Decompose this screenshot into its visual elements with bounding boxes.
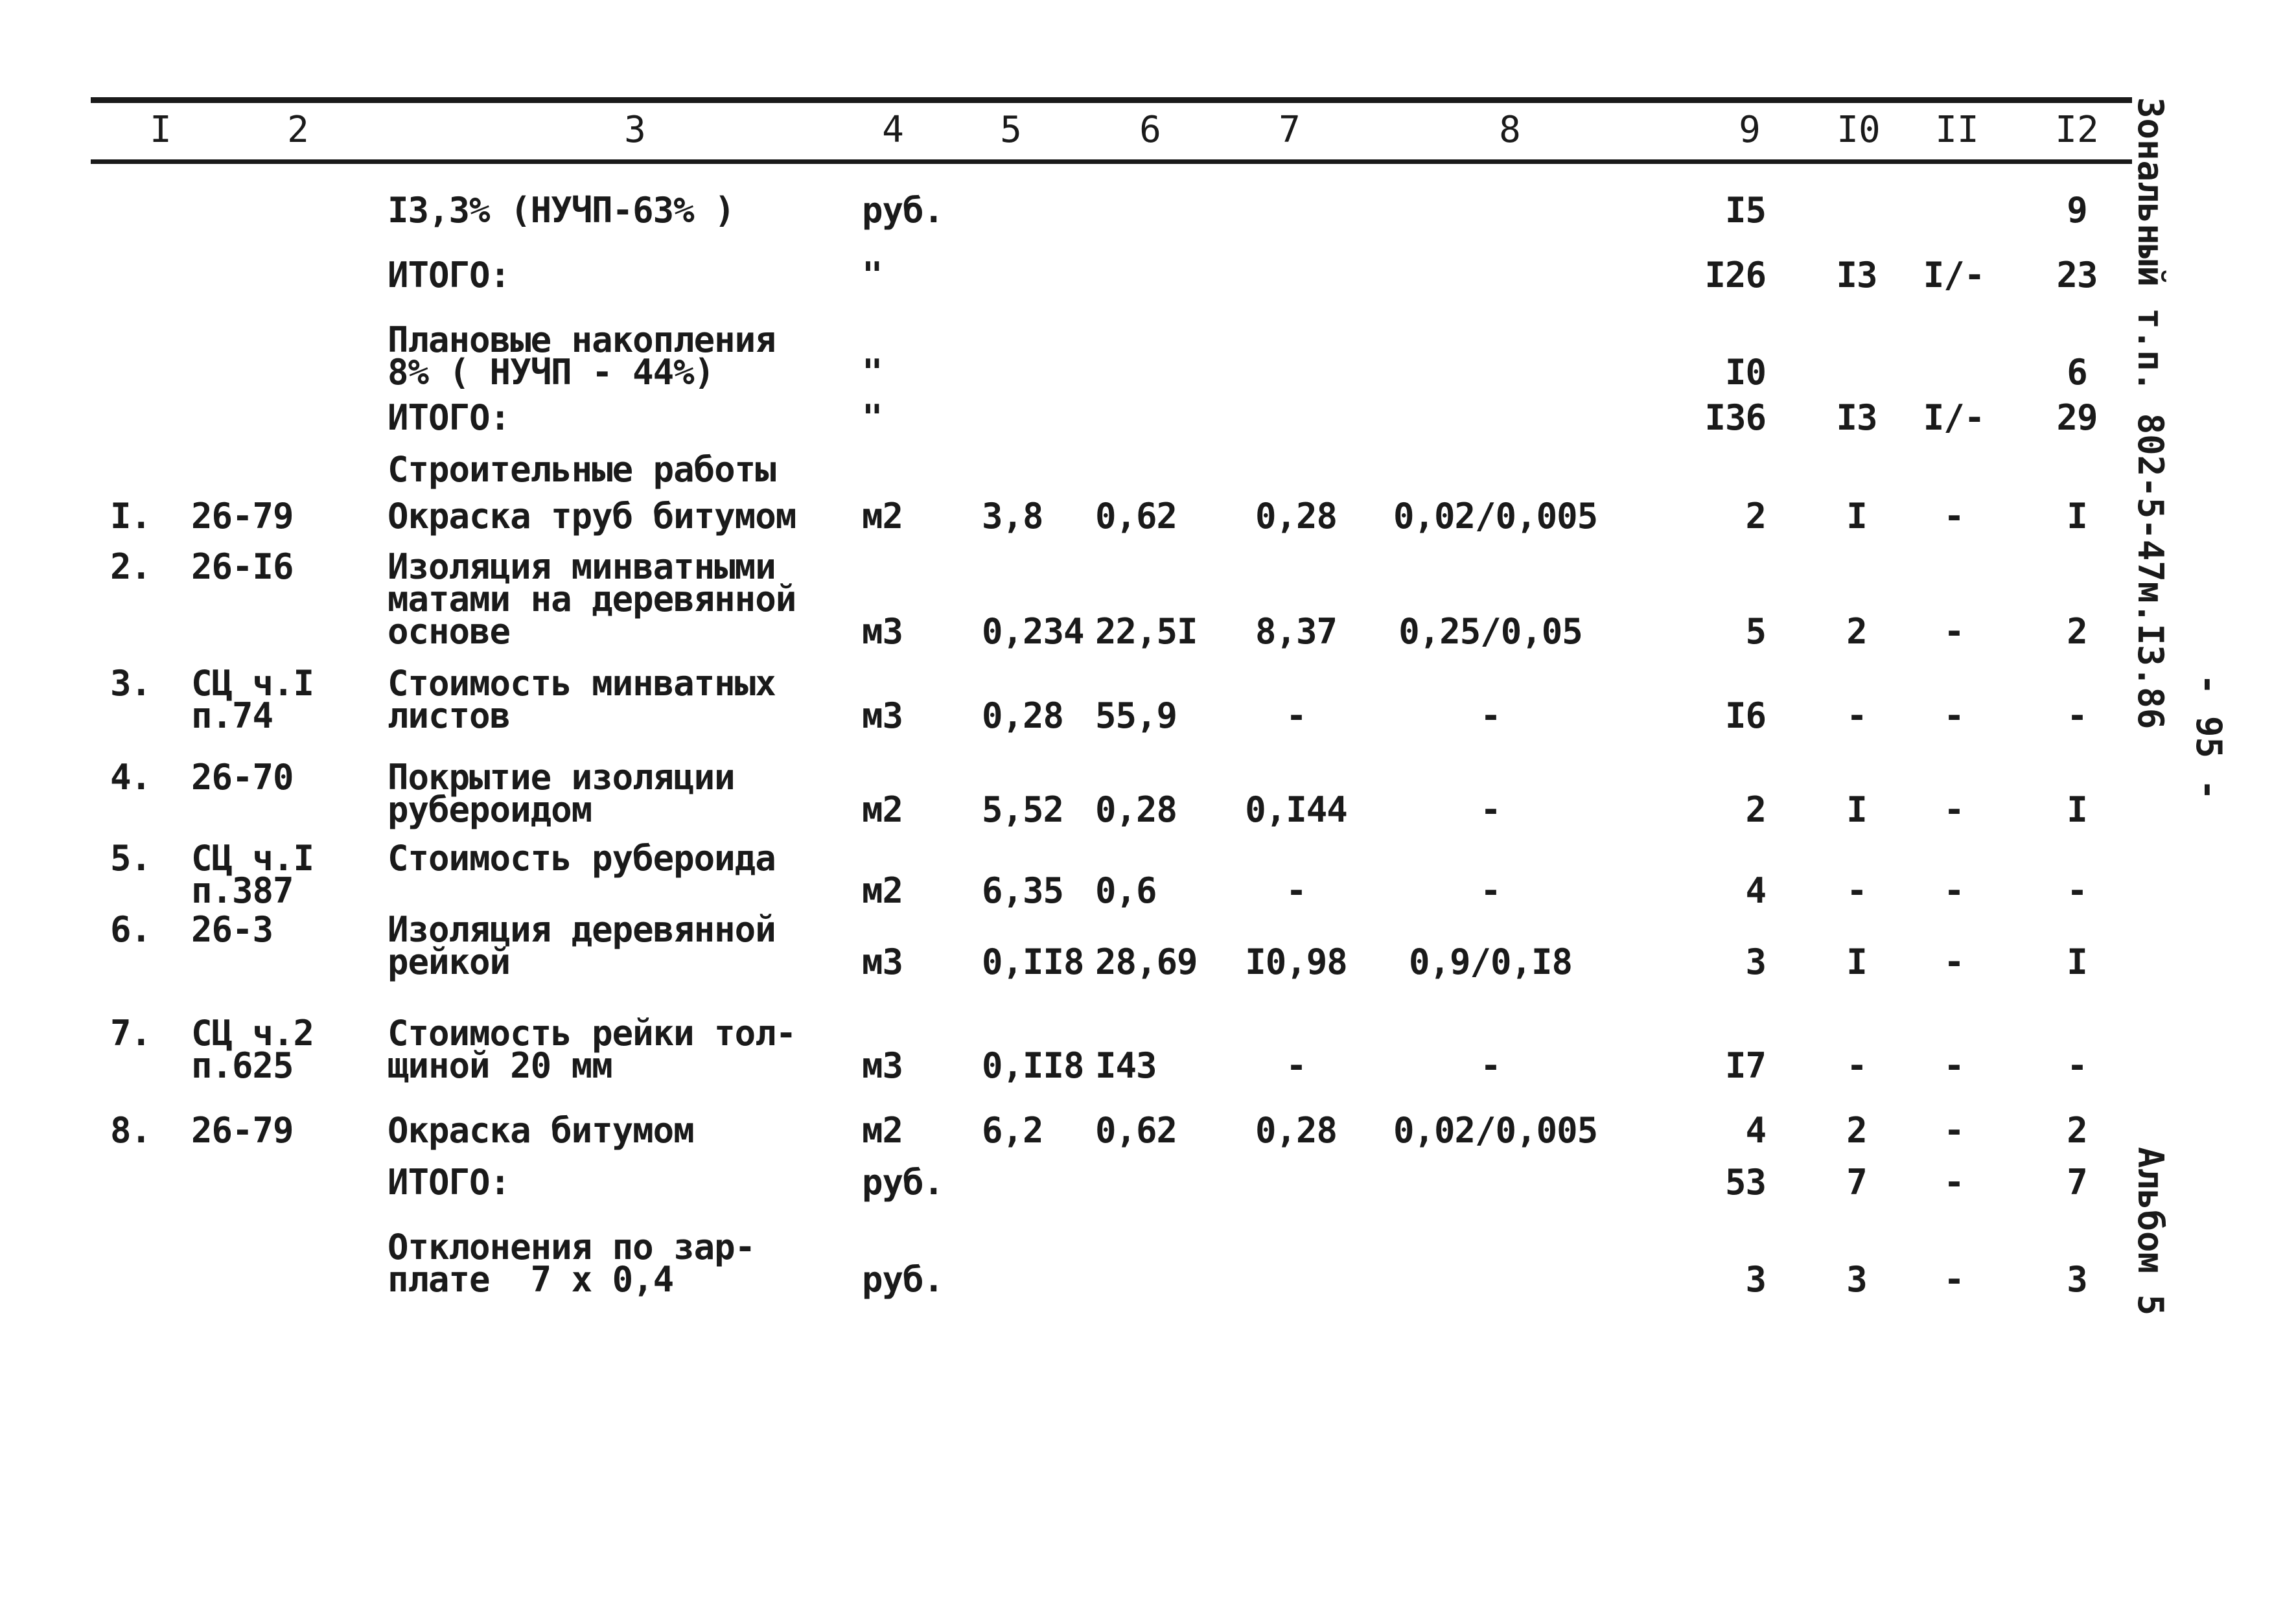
cell-c9: 3 xyxy=(1745,942,1766,982)
cell-c8: 0,25/0,05 xyxy=(1398,611,1583,652)
cell-c12: 2 xyxy=(2067,1110,2087,1151)
header-col-12: I2 xyxy=(2055,109,2099,151)
cell-c1: 7. xyxy=(110,1013,152,1054)
header-col-7: 7 xyxy=(1279,109,1301,151)
cell-c9: 53 xyxy=(1724,1162,1766,1203)
cell-c2: СЦ ч.I п.387 xyxy=(191,838,314,911)
cell-c7: 8,37 xyxy=(1255,611,1338,652)
cell-c12: 2 xyxy=(2067,611,2087,652)
cell-c3: Покрытие изоляции рубероидом xyxy=(388,757,735,830)
cell-c5: 0,234 xyxy=(982,611,1084,652)
cell-c10: 3 xyxy=(1846,1259,1867,1300)
cell-c7: 0,I44 xyxy=(1245,789,1347,830)
cell-c6: 0,6 xyxy=(1095,870,1157,911)
cell-c9: I5 xyxy=(1724,190,1766,231)
cell-c4: м2 xyxy=(862,870,903,911)
cell-c8: 0,02/0,005 xyxy=(1393,496,1598,537)
cell-c12: I xyxy=(2067,789,2087,830)
top-rule xyxy=(91,97,2132,103)
cell-c4: " xyxy=(862,352,883,393)
cell-c12: 7 xyxy=(2067,1162,2087,1203)
cell-c2: 26-79 xyxy=(191,1110,294,1151)
cell-c9: 3 xyxy=(1745,1259,1766,1300)
cell-c4: руб. xyxy=(862,1259,944,1300)
cell-c5: 0,II8 xyxy=(982,1045,1084,1086)
cell-c11: - xyxy=(1943,611,1964,652)
page-number: - 95 - xyxy=(2188,674,2229,801)
cell-c11: - xyxy=(1943,942,1964,982)
cell-c3: Отклонения по зар- плате 7 х 0,4 xyxy=(388,1227,756,1300)
cell-c11: I/- xyxy=(1923,255,1985,295)
cell-c7: - xyxy=(1286,695,1306,736)
cell-c8: - xyxy=(1480,870,1501,911)
cell-c10: I xyxy=(1846,942,1867,982)
cell-c4: " xyxy=(862,397,883,438)
header-col-11: II xyxy=(1935,109,1979,151)
project-code-label: Зональный т.п. 802-5-47м.I3.86 xyxy=(2130,97,2171,730)
cell-c3: ИТОГО: xyxy=(388,255,511,295)
cell-c5: 0,II8 xyxy=(982,942,1084,982)
cell-c10: 2 xyxy=(1846,611,1867,652)
cell-c12: 9 xyxy=(2067,190,2087,231)
cell-c2: 26-79 xyxy=(191,496,294,537)
cell-c12: 23 xyxy=(2056,255,2098,295)
cell-c8: 0,9/0,I8 xyxy=(1408,942,1573,982)
cell-c9: I0 xyxy=(1724,352,1766,393)
cell-c3: Стоимость рейки тол- щиной 20 мм xyxy=(388,1013,796,1086)
cell-c11: - xyxy=(1943,496,1964,537)
cell-c1: 6. xyxy=(110,909,152,950)
cell-c3: Изоляция минватными матами на деревянной основе xyxy=(388,546,796,652)
header-col-1: I xyxy=(150,109,172,151)
cell-c6: I43 xyxy=(1095,1045,1157,1086)
cell-c1: 4. xyxy=(110,757,152,798)
cell-c2: СЦ ч.I п.74 xyxy=(191,663,314,736)
header-col-2: 2 xyxy=(287,109,309,151)
cell-c6: 55,9 xyxy=(1095,695,1177,736)
cell-c4: руб. xyxy=(862,1162,944,1203)
cell-c9: I7 xyxy=(1724,1045,1766,1086)
cell-c1: I. xyxy=(110,496,152,537)
cell-c12: I xyxy=(2067,942,2087,982)
cell-c2: СЦ ч.2 п.625 xyxy=(191,1013,314,1086)
cell-c12: 29 xyxy=(2056,397,2098,438)
header-col-10: I0 xyxy=(1837,109,1881,151)
cell-c5: 6,35 xyxy=(982,870,1064,911)
cell-c9: I36 xyxy=(1704,397,1766,438)
cell-c12: 3 xyxy=(2067,1259,2087,1300)
cell-c4: руб. xyxy=(862,190,944,231)
cell-c1: 5. xyxy=(110,838,152,879)
cell-c3: Окраска труб битумом xyxy=(388,496,796,537)
cell-c11: - xyxy=(1943,870,1964,911)
header-col-8: 8 xyxy=(1499,109,1521,151)
cell-c8: - xyxy=(1480,695,1501,736)
cell-c10: 7 xyxy=(1846,1162,1867,1203)
cell-c9: I26 xyxy=(1704,255,1766,295)
cell-c5: 0,28 xyxy=(982,695,1064,736)
cell-c3: Изоляция деревянной рейкой xyxy=(388,909,776,982)
cell-c9: 5 xyxy=(1745,611,1766,652)
cell-c12: - xyxy=(2067,1045,2087,1086)
cell-c6: 0,28 xyxy=(1095,789,1177,830)
cell-c8: 0,02/0,005 xyxy=(1393,1110,1598,1151)
cell-c1: 3. xyxy=(110,663,152,704)
cell-c11: - xyxy=(1943,789,1964,830)
cell-c6: 22,5I xyxy=(1095,611,1198,652)
cell-c4: м2 xyxy=(862,1110,903,1151)
cell-c11: - xyxy=(1943,1259,1964,1300)
cell-c11: - xyxy=(1943,695,1964,736)
header-col-6: 6 xyxy=(1139,109,1161,151)
cell-c3: Стоимость рубероида xyxy=(388,838,776,879)
cell-c3: Стоимость минватных листов xyxy=(388,663,776,736)
cell-c7: 0,28 xyxy=(1255,1110,1338,1151)
cell-c2: 26-70 xyxy=(191,757,294,798)
cell-c11: - xyxy=(1943,1110,1964,1151)
cell-c7: - xyxy=(1286,1045,1306,1086)
cell-c3: ИТОГО: xyxy=(388,1162,511,1203)
cell-c6: 28,69 xyxy=(1095,942,1198,982)
cell-c4: м3 xyxy=(862,611,903,652)
header-col-9: 9 xyxy=(1739,109,1761,151)
cell-c12: - xyxy=(2067,870,2087,911)
cell-c6: 0,62 xyxy=(1095,1110,1177,1151)
cell-c10: I3 xyxy=(1836,397,1877,438)
cell-c5: 6,2 xyxy=(982,1110,1043,1151)
cell-c8: - xyxy=(1480,1045,1501,1086)
cell-c7: I0,98 xyxy=(1245,942,1347,982)
cell-c12: 6 xyxy=(2067,352,2087,393)
cell-c9: 4 xyxy=(1745,1110,1766,1151)
cell-c6: 0,62 xyxy=(1095,496,1177,537)
cell-c11: I/- xyxy=(1923,397,1985,438)
cell-c4: м3 xyxy=(862,695,903,736)
cell-c10: I xyxy=(1846,789,1867,830)
cell-c3: Окраска битумом xyxy=(388,1110,694,1151)
cell-c4: м2 xyxy=(862,789,903,830)
cell-c3: Плановые накопления 8% ( НУЧП - 44%) xyxy=(388,319,776,393)
cell-c3: I3,3% (НУЧП-63% ) xyxy=(388,190,735,231)
cell-c1: 2. xyxy=(110,546,152,587)
cell-c2: 26-I6 xyxy=(191,546,294,587)
cell-c7: 0,28 xyxy=(1255,496,1338,537)
cell-c9: 2 xyxy=(1745,789,1766,830)
cell-c9: 2 xyxy=(1745,496,1766,537)
cell-c9: I6 xyxy=(1724,695,1766,736)
cell-c12: I xyxy=(2067,496,2087,537)
cell-c10: - xyxy=(1846,1045,1867,1086)
album-label: Альбом 5 xyxy=(2130,1147,2171,1316)
cell-c2: 26-3 xyxy=(191,909,273,950)
header-col-5: 5 xyxy=(1000,109,1022,151)
cell-c7: - xyxy=(1286,870,1306,911)
header-col-4: 4 xyxy=(882,109,904,151)
cell-c8: - xyxy=(1480,789,1501,830)
cell-c10: 2 xyxy=(1846,1110,1867,1151)
cell-c10: I3 xyxy=(1836,255,1877,295)
cell-c12: - xyxy=(2067,695,2087,736)
cell-c3: Строительные работы xyxy=(388,449,776,490)
cell-c4: " xyxy=(862,255,883,295)
cell-c10: I xyxy=(1846,496,1867,537)
cell-c11: - xyxy=(1943,1045,1964,1086)
cell-c4: м3 xyxy=(862,942,903,982)
cell-c1: 8. xyxy=(110,1110,152,1151)
cell-c5: 5,52 xyxy=(982,789,1064,830)
cell-c10: - xyxy=(1846,870,1867,911)
cell-c10: - xyxy=(1846,695,1867,736)
cell-c3: ИТОГО: xyxy=(388,397,511,438)
header-rule xyxy=(91,159,2132,164)
header-col-3: 3 xyxy=(624,109,646,151)
cell-c4: м3 xyxy=(862,1045,903,1086)
cell-c9: 4 xyxy=(1745,870,1766,911)
cell-c5: 3,8 xyxy=(982,496,1043,537)
cell-c4: м2 xyxy=(862,496,903,537)
cell-c11: - xyxy=(1943,1162,1964,1203)
